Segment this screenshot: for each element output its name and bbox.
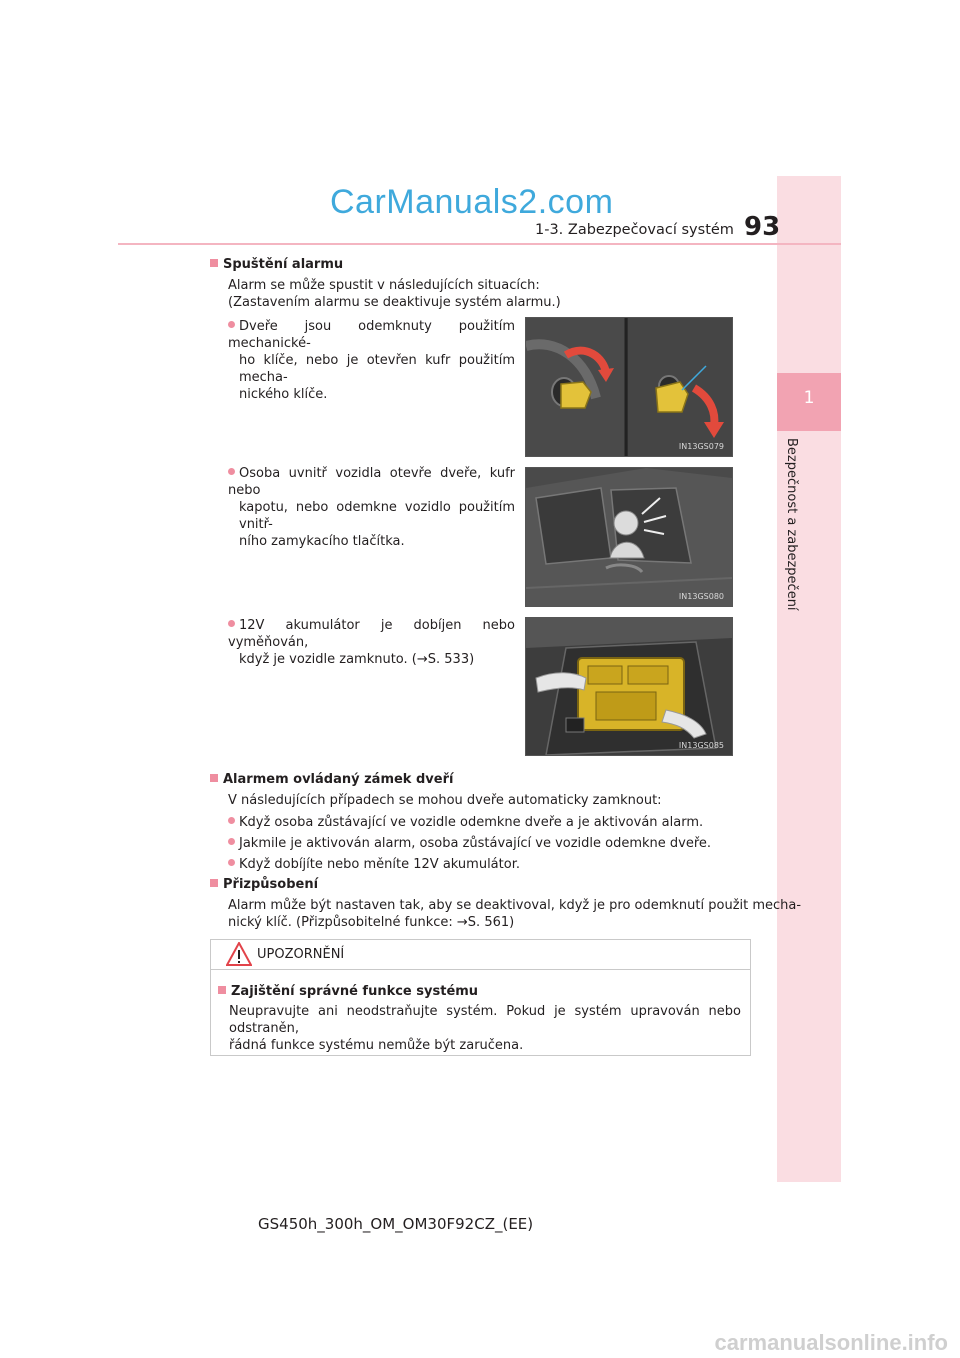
figure-code: IN13GS080 [678, 592, 724, 601]
square-bullet-icon [210, 774, 218, 782]
figure-mechanical-key [525, 317, 733, 457]
square-bullet-icon [218, 986, 226, 994]
caution-header [211, 940, 750, 970]
customization-heading: Přizpůsobení [210, 877, 318, 892]
figure-code: IN13GS079 [678, 442, 724, 451]
door-lock-heading: Alarmem ovládaný zámek dveří [210, 772, 453, 787]
round-bullet-icon [228, 321, 235, 328]
alarm-trigger-intro: Alarm se může spustit v následujících situacích: (Zastavením alarmu se deaktivuje systém alarmu.) [228, 278, 561, 310]
door-lock-item-3: Když dobíjíte nebo měníte 12V akumulátor. [228, 856, 520, 873]
caution-text: Neupravujte ani neodstraňujte systém. Pokud je systém upravován nebo odstraněn, řádná funkce systému nemůže být zaručena. [229, 1004, 741, 1053]
chapter-side-tab [777, 176, 841, 1182]
alarm-trigger-item-1: Dveře jsou odemknuty použitím mechanické- ho klíče, nebo je otevřen kufr použitím mecha- nického klíče. [228, 319, 515, 402]
battery-replacement-illustration [526, 618, 732, 755]
caution-box [210, 939, 751, 1056]
round-bullet-icon [228, 817, 235, 824]
watermark-bottom: carmanualsonline.info [714, 1330, 948, 1355]
caution-heading: Zajištění správné funkce systému [218, 984, 478, 999]
door-lock-item-1: Když osoba zůstávající ve vozidle odemkne dveře a je aktivován alarm. [228, 814, 703, 831]
round-bullet-icon [228, 468, 235, 475]
figure-battery [525, 617, 733, 756]
page-number: 93 [744, 212, 781, 242]
door-lock-intro: V následujících případech se mohou dveře automaticky zamknout: [228, 793, 662, 808]
door-lock-item-2: Jakmile je aktivován alarm, osoba zůstávající ve vozidle odemkne dveře. [228, 835, 711, 852]
customization-text: Alarm může být nastaven tak, aby se deaktivoval, když je pro odemknutí použit mecha- nický klíč. (Přizpůsobitelné funkce: →S. 561) [228, 898, 802, 930]
alarm-trigger-item-3: 12V akumulátor je dobíjen nebo vyměňován, když je vozidle zamknuto. (→S. 533) [228, 618, 515, 667]
chapter-number: 1 [803, 388, 815, 408]
round-bullet-icon [228, 620, 235, 627]
watermark-top: CarManuals2.com [330, 183, 614, 221]
warning-triangle-icon [226, 942, 252, 966]
alarm-trigger-heading: Spuštění alarmu [210, 257, 343, 272]
figure-person-inside [525, 467, 733, 607]
chapter-title: Bezpečnost a zabezpečení [784, 438, 799, 611]
alarm-trigger-item-2: Osoba uvnitř vozidla otevře dveře, kufr nebo kapotu, nebo odemkne vozidlo použitím vnitř- ního zamykacího tlačítka. [228, 466, 515, 549]
mechanical-key-illustration [526, 318, 732, 456]
round-bullet-icon [228, 838, 235, 845]
square-bullet-icon [210, 879, 218, 887]
section-title: 1-3. Zabezpečovací systém [535, 222, 734, 238]
person-inside-car-illustration [526, 468, 732, 606]
square-bullet-icon [210, 259, 218, 267]
figure-code: IN13GS085 [678, 741, 724, 750]
document-code: GS450h_300h_OM_OM30F92CZ_(EE) [258, 1215, 534, 1233]
header-rule [118, 243, 841, 245]
caution-title: UPOZORNĚNÍ [257, 947, 345, 962]
round-bullet-icon [228, 859, 235, 866]
